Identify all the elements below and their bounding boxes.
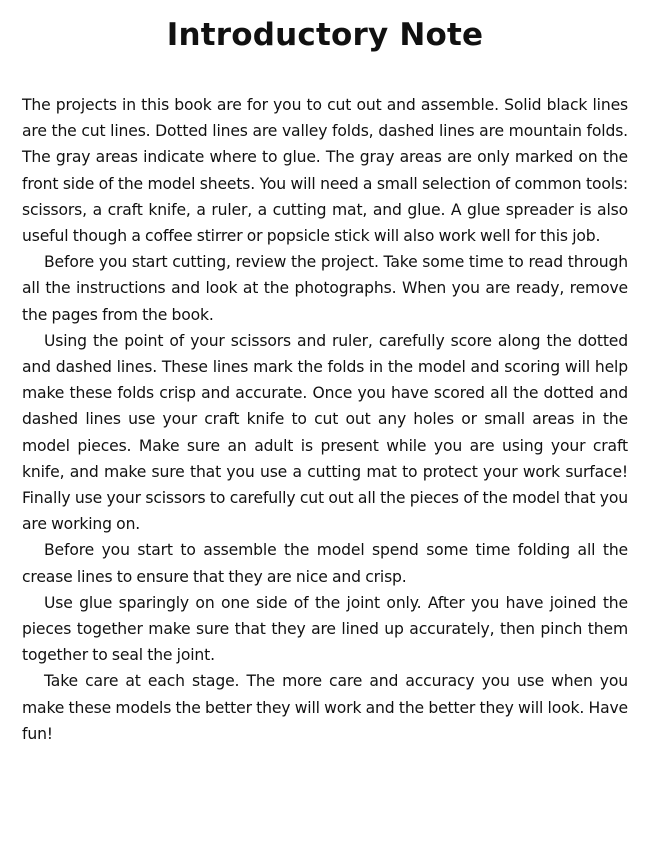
body-text: [22, 92, 628, 747]
paragraph-folding: Before you start to assemble the model spend some time folding all the crease lines to ensure that they are nice and crisp.: [22, 541, 628, 586]
paragraph-closing: Take care at each stage. The more care and accuracy you use when you make these models the better they will work and the better they will look. Have fun!: [22, 672, 628, 743]
paragraph-review: Before you start cutting, review the project. Take some time to read through all the instructions and look at the photographs. When you are ready, remove the pages from the book.: [22, 253, 628, 324]
paragraph-intro: The projects in this book are for you to cut out and assemble. Solid black lines are the cut lines. Dotted lines are valley folds, dashed lines are mountain folds. The gray areas indicate where to glue. The gray areas are only marked on the front side of the model sheets. You will need a small selection of common tools: scissors, a craft knife, a ruler, a cutting mat, and glue. A glue spreader is also useful though a coffee stirrer or popsicle stick will also work well for this job.: [22, 96, 628, 246]
page-title: Introductory Note: [166, 17, 484, 53]
paragraph-gluing: Use glue sparingly on one side of the joint only. After you have joined the pieces together make sure that they are lined up accurately, then pinch them together to seal the joint.: [22, 593, 628, 665]
paragraph-scoring: Using the point of your scissors and ruler, carefully score along the dotted and dashed lines. These lines mark the folds in the model and scoring will help make these folds crisp and accurate. Once you have scored all the dotted and dashed lines use your craft knife to cut out any holes or small areas in the model pieces. Make sure an adult is present while you are using your craft knife, and make sure that you use a cutting mat to protect your work surface! Finally use your scissors to carefully cut out all the pieces of the model that you are working on.: [22, 331, 628, 534]
